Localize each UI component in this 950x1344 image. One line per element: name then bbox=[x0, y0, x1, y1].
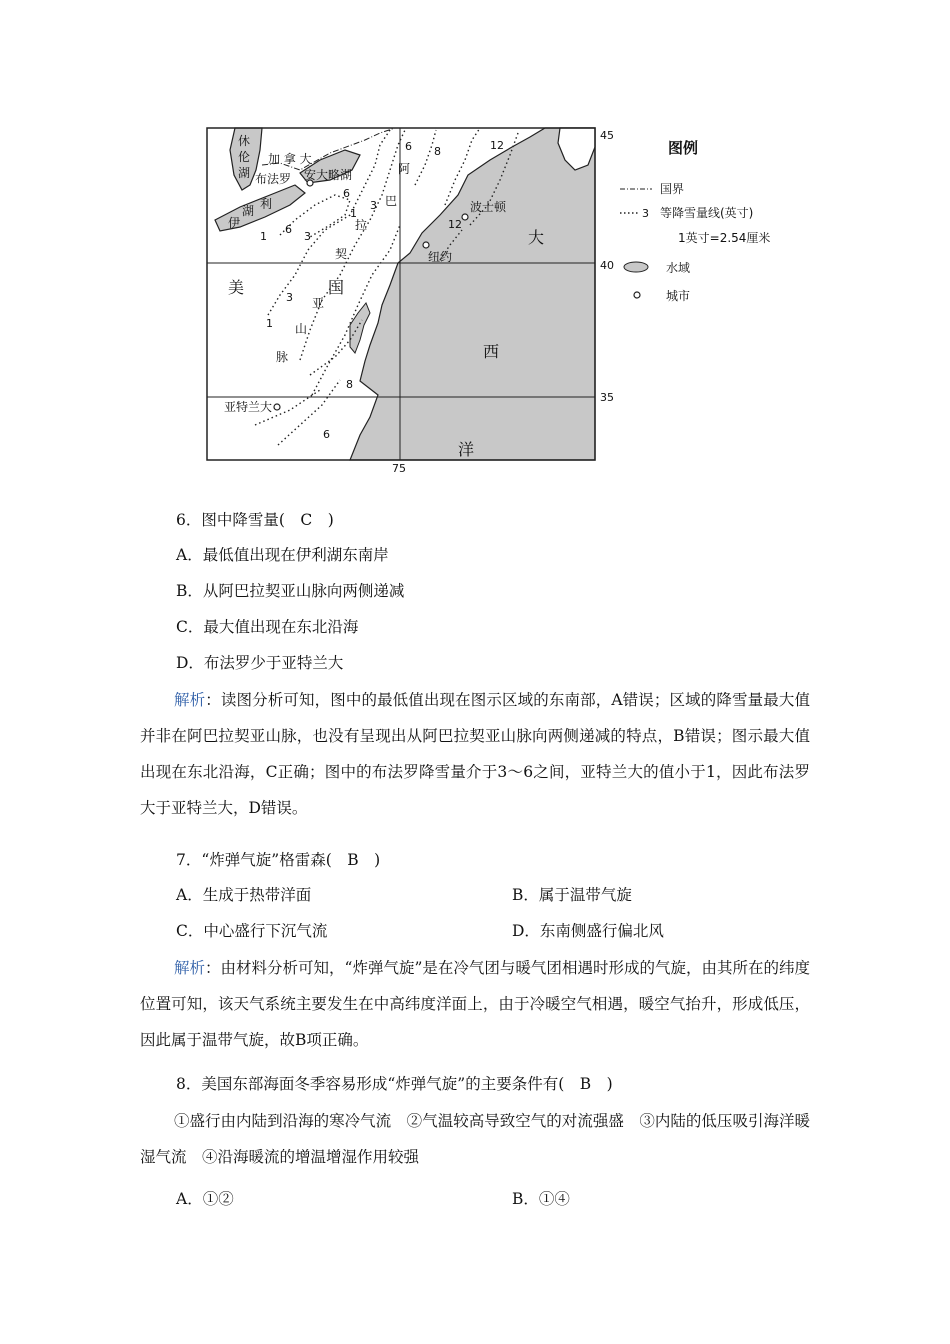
q6-analysis-label: 解析 bbox=[174, 691, 206, 709]
iso-value: 1 bbox=[266, 317, 273, 330]
iso-value: 6 bbox=[323, 428, 330, 441]
iso-value: 6 bbox=[405, 140, 412, 153]
iso-value: 3 bbox=[304, 230, 311, 243]
iso-value: 6 bbox=[343, 187, 350, 200]
label-app-1: 阿 bbox=[398, 162, 411, 176]
lon-label: 75 bbox=[392, 462, 406, 475]
label-app-2: 巴 bbox=[385, 194, 398, 208]
q7-option-a: A．生成于热带洋面 bbox=[176, 886, 312, 904]
iso-value: 12 bbox=[490, 139, 504, 152]
legend-isoline-sample: 3 bbox=[642, 207, 649, 220]
label-newyork: 纽约 bbox=[428, 250, 453, 264]
iso-value: 3 bbox=[286, 291, 293, 304]
legend-city: 城市 bbox=[666, 289, 691, 303]
label-boston: 波士顿 bbox=[470, 200, 507, 214]
label-app-3: 拉 bbox=[355, 218, 368, 232]
lat-label: 45 bbox=[600, 129, 614, 142]
iso-value: 8 bbox=[346, 378, 353, 391]
iso-value: 1 bbox=[350, 207, 357, 220]
label-app-6: 山 bbox=[295, 322, 308, 336]
label-buffalo: 布法罗 bbox=[255, 172, 292, 186]
label-canada: 加 拿 大 bbox=[268, 152, 312, 166]
label-erie-1: 湖 bbox=[242, 204, 255, 218]
iso-value: 1 bbox=[260, 230, 267, 243]
q6-analysis bbox=[140, 682, 810, 826]
q8-option-b: B．①④ bbox=[512, 1190, 570, 1208]
q7-analysis-label: 解析 bbox=[174, 959, 206, 977]
legend-isoline: 等降雪量线(英寸) bbox=[660, 206, 754, 220]
atlantic-ocean bbox=[350, 128, 595, 460]
lat-label: 35 bbox=[600, 391, 614, 404]
q8-stem: 8．美国东部海面冬季容易形成“炸弹气旋”的主要条件有( B ) bbox=[176, 1075, 613, 1093]
lat-label: 40 bbox=[600, 259, 614, 272]
label-erie-2: 利 bbox=[260, 197, 273, 211]
label-ontario: 安大略湖 bbox=[304, 168, 353, 182]
q6-stem: 6．图中降雪量( C ) bbox=[176, 511, 334, 529]
map-legend bbox=[620, 139, 770, 303]
label-ocean-1: 大 bbox=[528, 228, 545, 247]
iso-value: 8 bbox=[434, 145, 441, 158]
q6-analysis-text: ：读图分析可知，图中的最低值出现在图示区域的东南部，A错误；区域的降雪量最大值并非在阿巴拉契亚山脉，也没有呈现出从阿巴拉契亚山脉向两侧递减的特点，B错误；图示最大值出现在东北沿海，C正确；图中的布法罗降雪量介于3～6之间，亚特兰大的值小于1，因此布法罗大于亚特兰大，D错误。 bbox=[140, 691, 810, 817]
q7-analysis bbox=[140, 950, 810, 1058]
legend-water: 水域 bbox=[666, 261, 691, 275]
label-usa-1: 美 bbox=[228, 278, 245, 297]
city-newyork-marker bbox=[423, 242, 429, 248]
city-boston-marker bbox=[462, 214, 468, 220]
label-huron-2: 伦 bbox=[238, 150, 251, 164]
label-atlanta: 亚特兰大 bbox=[224, 400, 273, 414]
q8-statements: ①盛行由内陆到沿海的寒冷气流 ②气温较高导致空气的对流强盛 ③内陆的低压吸引海洋暖湿气流 ④沿海暖流的增温增湿作用较强 bbox=[140, 1112, 810, 1166]
label-app-4: 契 bbox=[335, 247, 348, 261]
iso-value: 12 bbox=[448, 218, 462, 231]
q7-option-d: D．东南侧盛行偏北风 bbox=[512, 922, 664, 940]
label-app-7: 脉 bbox=[276, 350, 289, 364]
label-ocean-2: 西 bbox=[483, 342, 500, 361]
city-atlanta-marker bbox=[274, 404, 280, 410]
q7-option-c: C．中心盛行下沉气流 bbox=[176, 922, 328, 940]
label-huron-1: 休 bbox=[238, 134, 251, 148]
label-erie-3: 伊 bbox=[228, 216, 241, 230]
q6-option-d: D．布法罗少于亚特兰大 bbox=[176, 654, 344, 672]
legend-inch: 1英寸=2.54厘米 bbox=[678, 231, 771, 245]
iso-value: 3 bbox=[370, 199, 377, 212]
legend-title: 图例 bbox=[668, 139, 699, 157]
q6-option-b: B．从阿巴拉契亚山脉向两侧递减 bbox=[176, 582, 405, 600]
legend-border: 国界 bbox=[660, 182, 685, 196]
q7-stem: 7．“炸弹气旋”格雷森( B ) bbox=[176, 851, 381, 869]
label-app-5: 亚 bbox=[312, 296, 325, 310]
q7-option-b: B．属于温带气旋 bbox=[512, 886, 632, 904]
label-ocean-3: 洋 bbox=[458, 440, 475, 459]
q6-option-c: C．最大值出现在东北沿海 bbox=[176, 618, 359, 636]
q7-analysis-text: ：由材料分析可知，“炸弹气旋”是在冷气团与暖气团相遇时形成的气旋，由其所在的纬度位置可知，该天气系统主要发生在中高纬度洋面上，由于冷暖空气相遇，暖空气抬升，形成低压，因此属于温带气旋，故B项正确。 bbox=[140, 959, 810, 1049]
q8-option-a: A．①② bbox=[176, 1190, 234, 1208]
iso-value: 6 bbox=[285, 223, 292, 236]
label-huron-3: 湖 bbox=[238, 166, 251, 180]
snowfall-map bbox=[200, 125, 820, 475]
q6-option-a: A．最低值出现在伊利湖东南岸 bbox=[176, 546, 389, 564]
label-usa-2: 国 bbox=[328, 278, 345, 297]
